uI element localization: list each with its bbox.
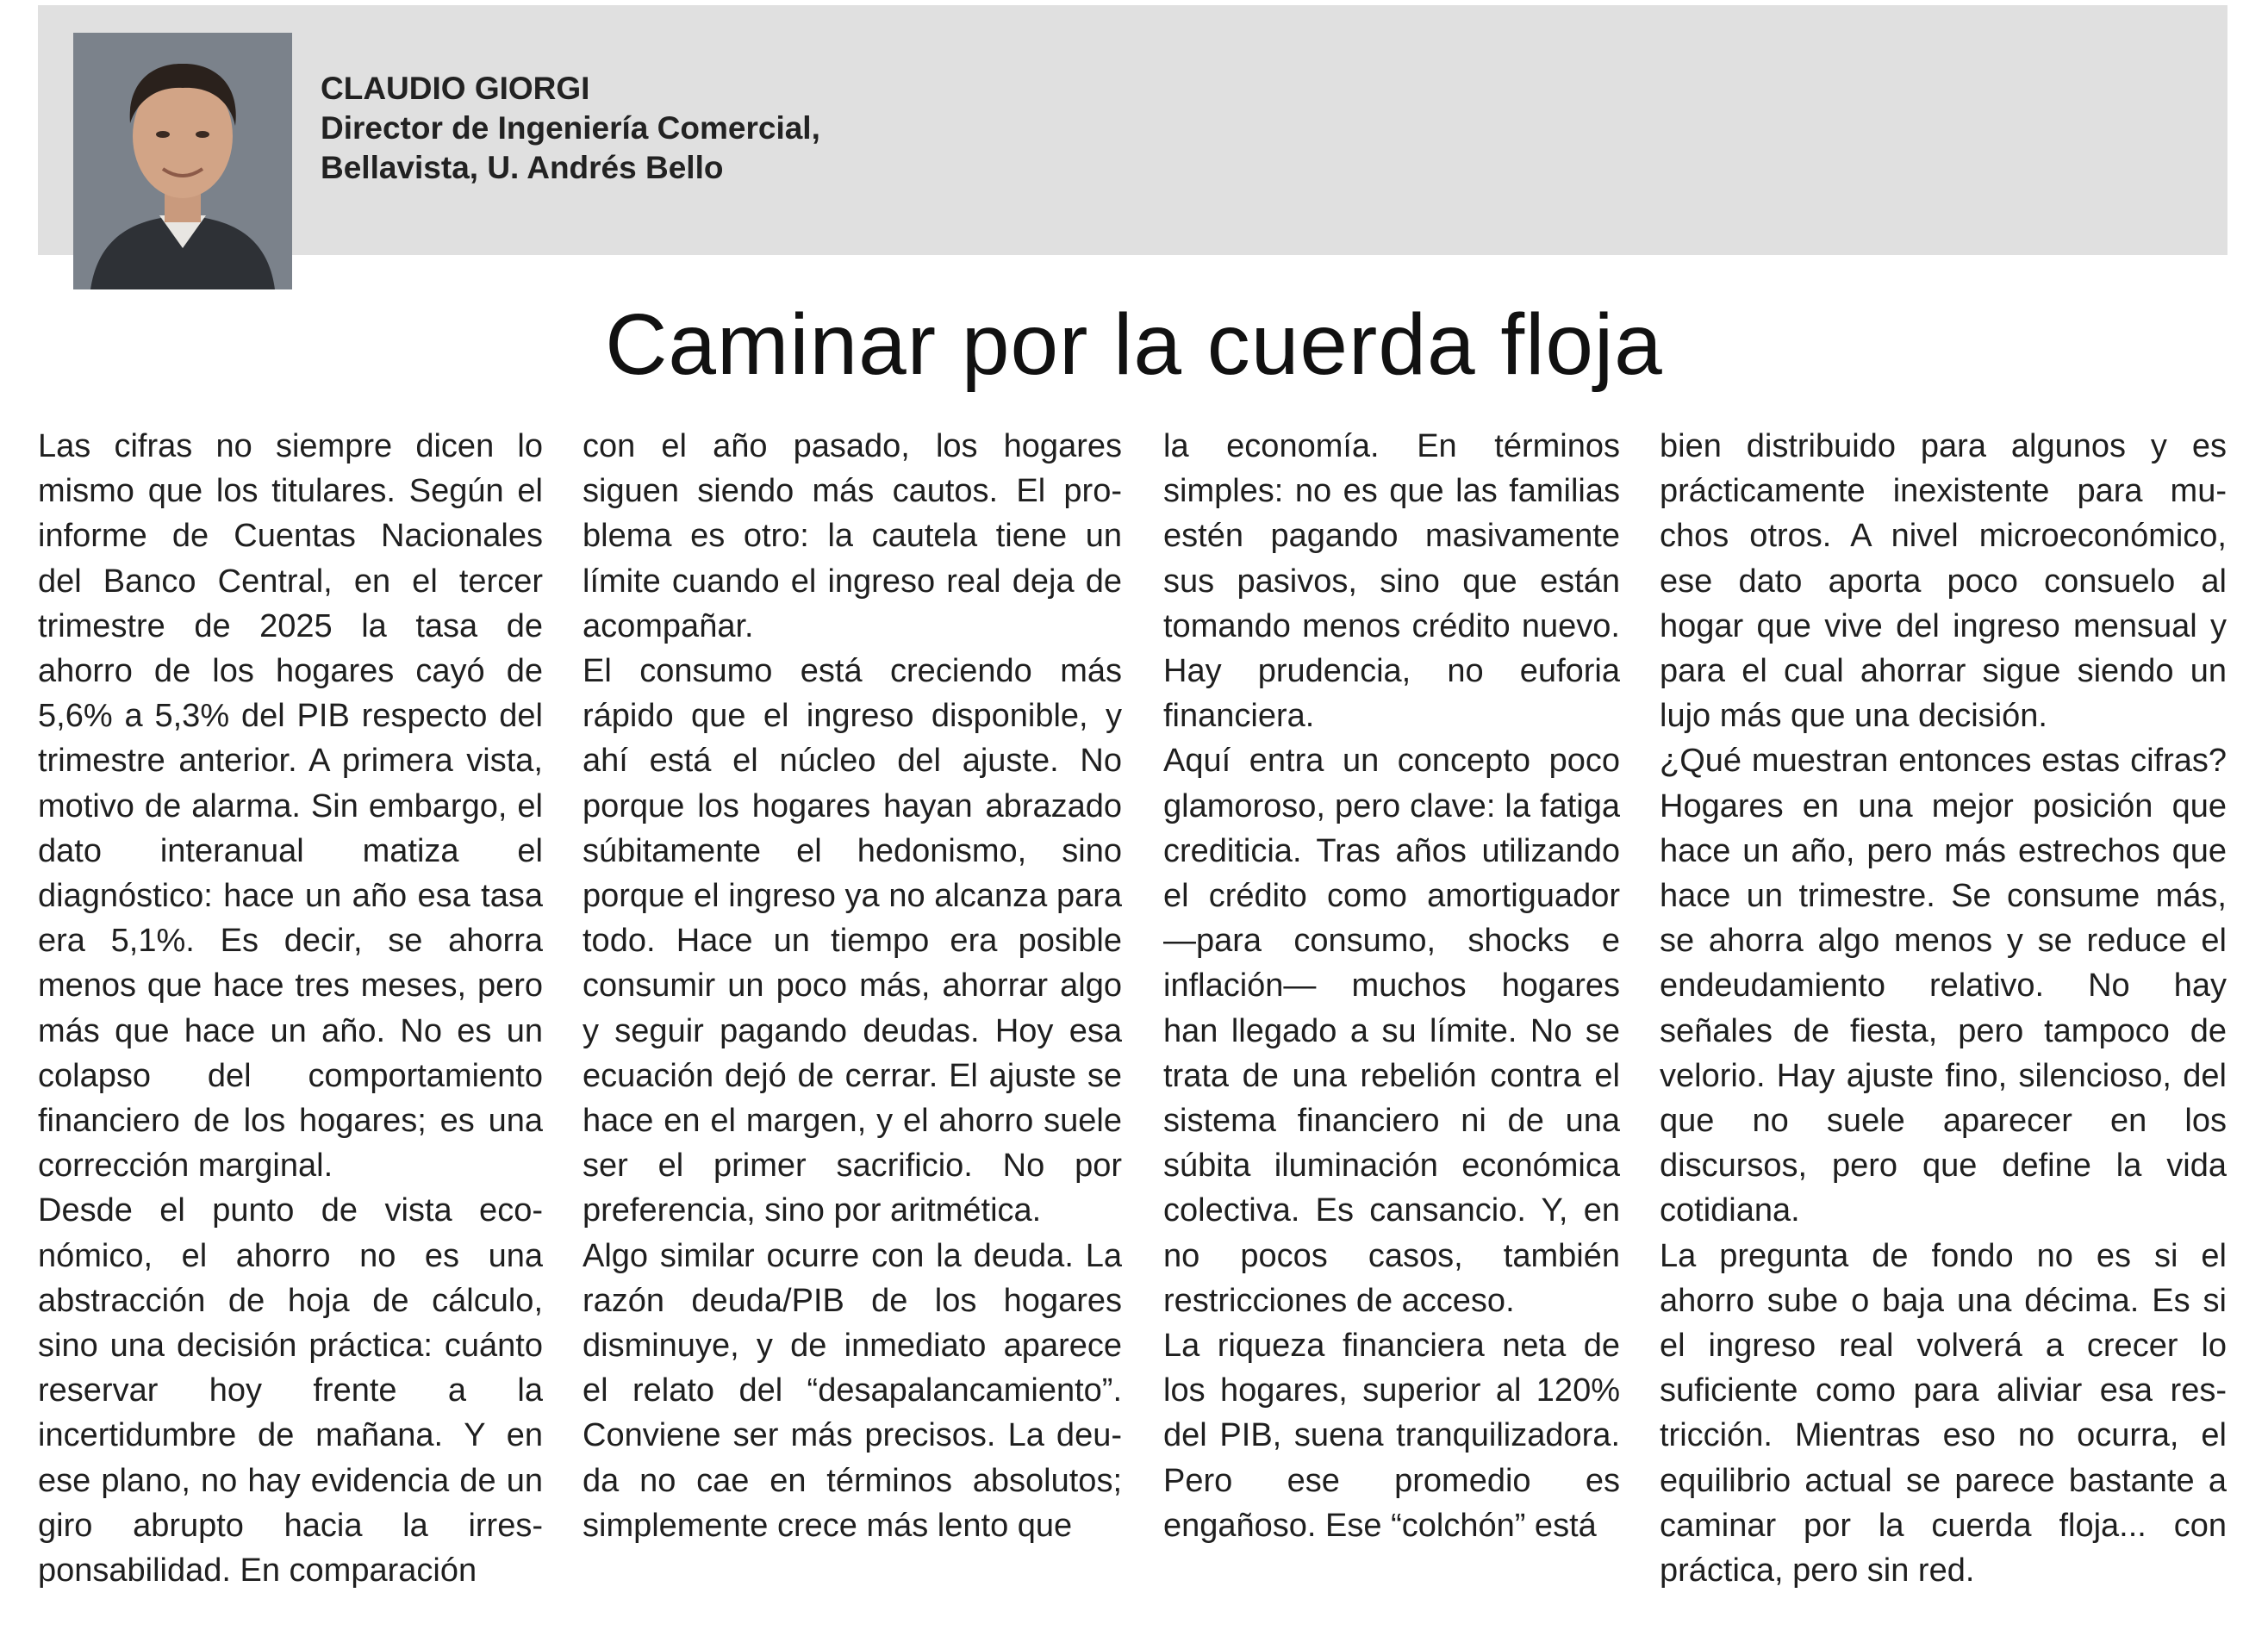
article-headline: Caminar por la cuerda floja: [605, 296, 1663, 393]
paragraph: Algo similar ocurre con la deuda. La razón deuda/PIB de los hogares disminuye, y de inmediato aparece el relato del “desapalancamiento”. Conviene ser más precisos. La deuda no cae en términos absolutos; simplemente crece más lento que: [583, 1237, 1122, 1544]
paragraph: Aquí entra un concepto poco glamoroso, pero clave: la fatiga crediticia. Tras años utilizando el crédito como amortiguador —para consumo, shocks e inflación— muchos hogares han llegado a su límite. No se trata de una rebelión contra el sistema financiero ni de una súbita iluminación económica colectiva. Es cansancio. Y, en no pocos casos, también restricciones de acceso.: [1163, 743, 1620, 1319]
paragraph: ¿Qué muestran entonces estas cifras? Hogares en una mejor posición que hace un año, pero más estrechos que hace un trimestre. Se consume más, se ahorra algo menos y se reduce el endeudamiento relativo. No hay señales de fiesta, pero tampoco de velorio. Hay ajuste fino, silencioso, del que no suele aparecer en los discursos, pero que define la vida cotidiana.: [1660, 743, 2227, 1229]
paragraph: Desde el punto de vista económico, el ahorro no es una abstracción de hoja de cálculo, sino una decisión práctica: cuánto reservar hoy frente a la incertidumbre de mañana. Y en ese plano, no hay evidencia de un giro abrupto hacia la irresponsabilidad. En comparación: [38, 1192, 543, 1590]
article-column-2: [583, 424, 1122, 1548]
paragraph: La riqueza financiera neta de los hogares, superior al 120% del PIB, suena tranquilizadora. Pero ese promedio es engañoso. Ese “colchón” está: [1163, 1328, 1620, 1544]
article-column-1: [38, 424, 543, 1593]
paragraph: Las cifras no siempre dicen lo mismo que los titulares. Según el informe de Cuentas Nacionales del Banco Central, en el tercer trimestre de 2025 la tasa de ahorro de los hogares cayó de 5,6% a 5,3% del PIB respecto del trimestre anterior. A primera vista, motivo de alarma. Sin embargo, el dato interanual matiza el diagnóstico: hace un año esa tasa era 5,1%. Es decir, se ahorra menos que hace tres meses, pero más que hace un año. No es un colapso del comportamiento financiero de los hogares; es una corrección marginal.: [38, 428, 543, 1185]
paragraph: con el año pasado, los hogares siguen siendo más cautos. El problema es otro: la cautela tiene un límite cuando el ingreso real deja de acompañar.: [583, 428, 1122, 644]
author-byline: [321, 69, 820, 188]
author-role: Director de Ingeniería Comercial,: [321, 110, 820, 146]
author-affiliation: Bellavista, U. Andrés Bello: [321, 150, 724, 185]
paragraph: La pregunta de fondo no es si el ahorro sube o baja una décima. Es si el ingreso real volverá a crecer lo suficiente como para aliviar esa restricción. Mientras eso no ocurra, el equilibrio actual se parece bastante a caminar por la cuerda floja... con práctica, pero sin red.: [1660, 1237, 2227, 1590]
paragraph: la economía. En términos simples: no es que las familias estén pagando masivamente sus pasivos, sino que están tomando menos crédito nuevo. Hay prudencia, no euforia financiera.: [1163, 428, 1620, 735]
paragraph: bien distribuido para algunos y es prácticamente inexistente para muchos otros. A nivel microeconómico, ese dato aporta poco consuelo al hogar que vive del ingreso mensual y para el cual ahorrar sigue siendo un lujo más que una decisión.: [1660, 428, 2227, 735]
author-name: CLAUDIO GIORGI: [321, 71, 590, 106]
article-column-3: [1163, 424, 1620, 1548]
author-photo: [73, 33, 292, 289]
paragraph: El consumo está creciendo más rápido que el ingreso disponible, y ahí está el núcleo del ajuste. No porque los hogares hayan abrazado súbitamente el hedonismo, sino porque el ingreso ya no alcanza para todo. Hace un tiempo era posible consumir un poco más, ahorrar algo y seguir pagando deudas. Hoy esa ecuación dejó de cerrar. El ajuste se hace en el margen, y el ahorro suele ser el primer sacrificio. No por preferencia, sino por aritmética.: [583, 653, 1122, 1229]
article-column-4: [1660, 424, 2227, 1593]
